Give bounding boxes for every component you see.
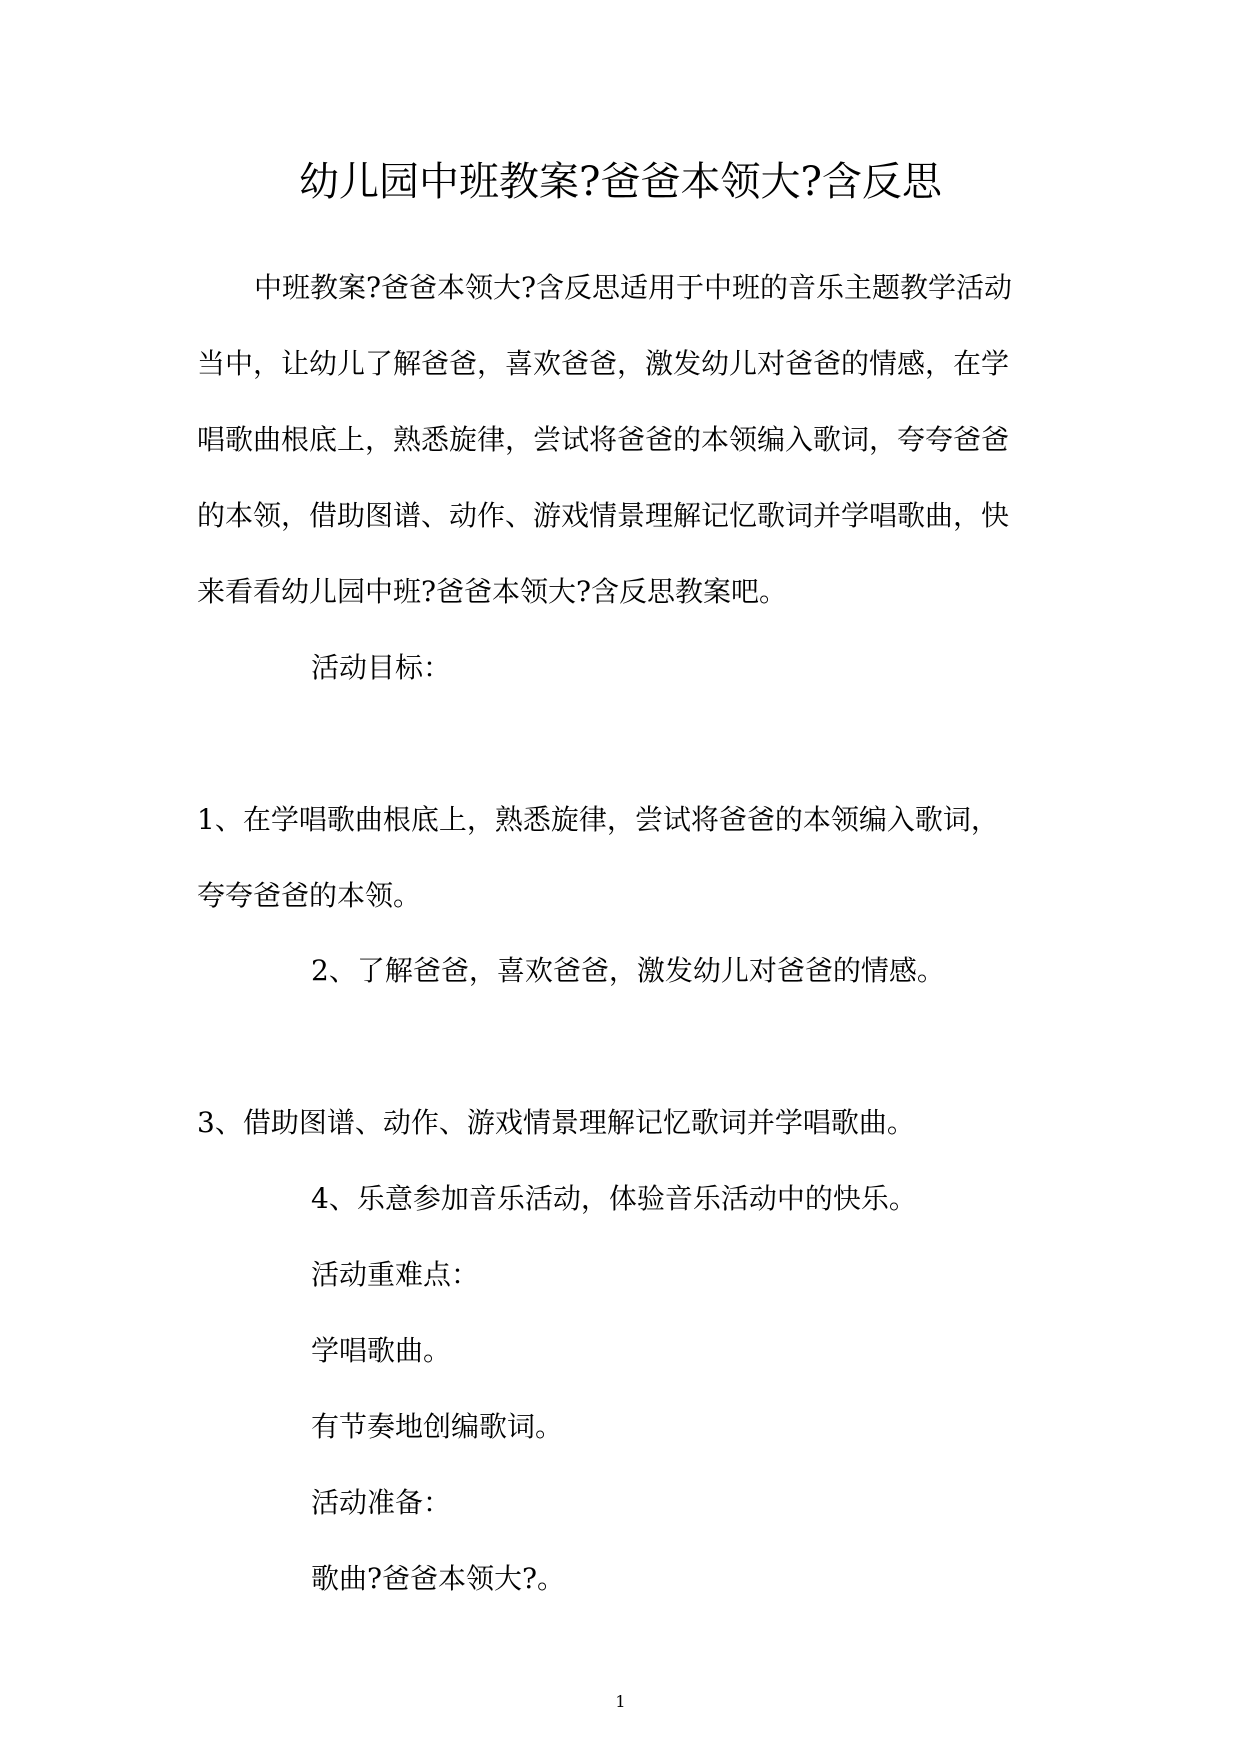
objective-2: 2、了解爸爸，喜欢爸爸，激发幼儿对爸爸的情感。 <box>311 954 945 987</box>
intro-line-1: 中班教案?爸爸本领大?含反思适用于中班的音乐主题教学活动 <box>254 271 1013 304</box>
key-point-1: 学唱歌曲。 <box>311 1334 452 1367</box>
objective-1-line-1: 1、在学唱歌曲根底上，熟悉旋律，尝试将爸爸的本领编入歌词， <box>197 803 999 836</box>
page-number: 1 <box>615 1692 626 1711</box>
objective-4: 4、乐意参加音乐活动，体验音乐活动中的快乐。 <box>311 1182 917 1215</box>
intro-line-2: 当中，让幼儿了解爸爸，喜欢爸爸，激发幼儿对爸爸的情感，在学 <box>197 347 1010 380</box>
objective-3: 3、借助图谱、动作、游戏情景理解记忆歌词并学唱歌曲。 <box>197 1106 915 1139</box>
key-points-heading: 活动重难点： <box>311 1258 480 1291</box>
intro-line-5: 来看看幼儿园中班?爸爸本领大?含反思教案吧。 <box>197 575 788 608</box>
key-point-2: 有节奏地创编歌词。 <box>311 1410 564 1443</box>
intro-line-4: 的本领，借助图谱、动作、游戏情景理解记忆歌词并学唱歌曲，快 <box>197 499 1010 532</box>
preparation-heading: 活动准备： <box>311 1486 452 1519</box>
document-title: 幼儿园中班教案?爸爸本领大?含反思 <box>299 159 942 205</box>
objectives-heading: 活动目标： <box>311 651 452 684</box>
intro-line-3: 唱歌曲根底上，熟悉旋律，尝试将爸爸的本领编入歌词，夸夸爸爸 <box>197 423 1010 456</box>
preparation-item-1: 歌曲?爸爸本领大?。 <box>311 1562 566 1595</box>
objective-1-line-2: 夸夸爸爸的本领。 <box>197 879 422 912</box>
